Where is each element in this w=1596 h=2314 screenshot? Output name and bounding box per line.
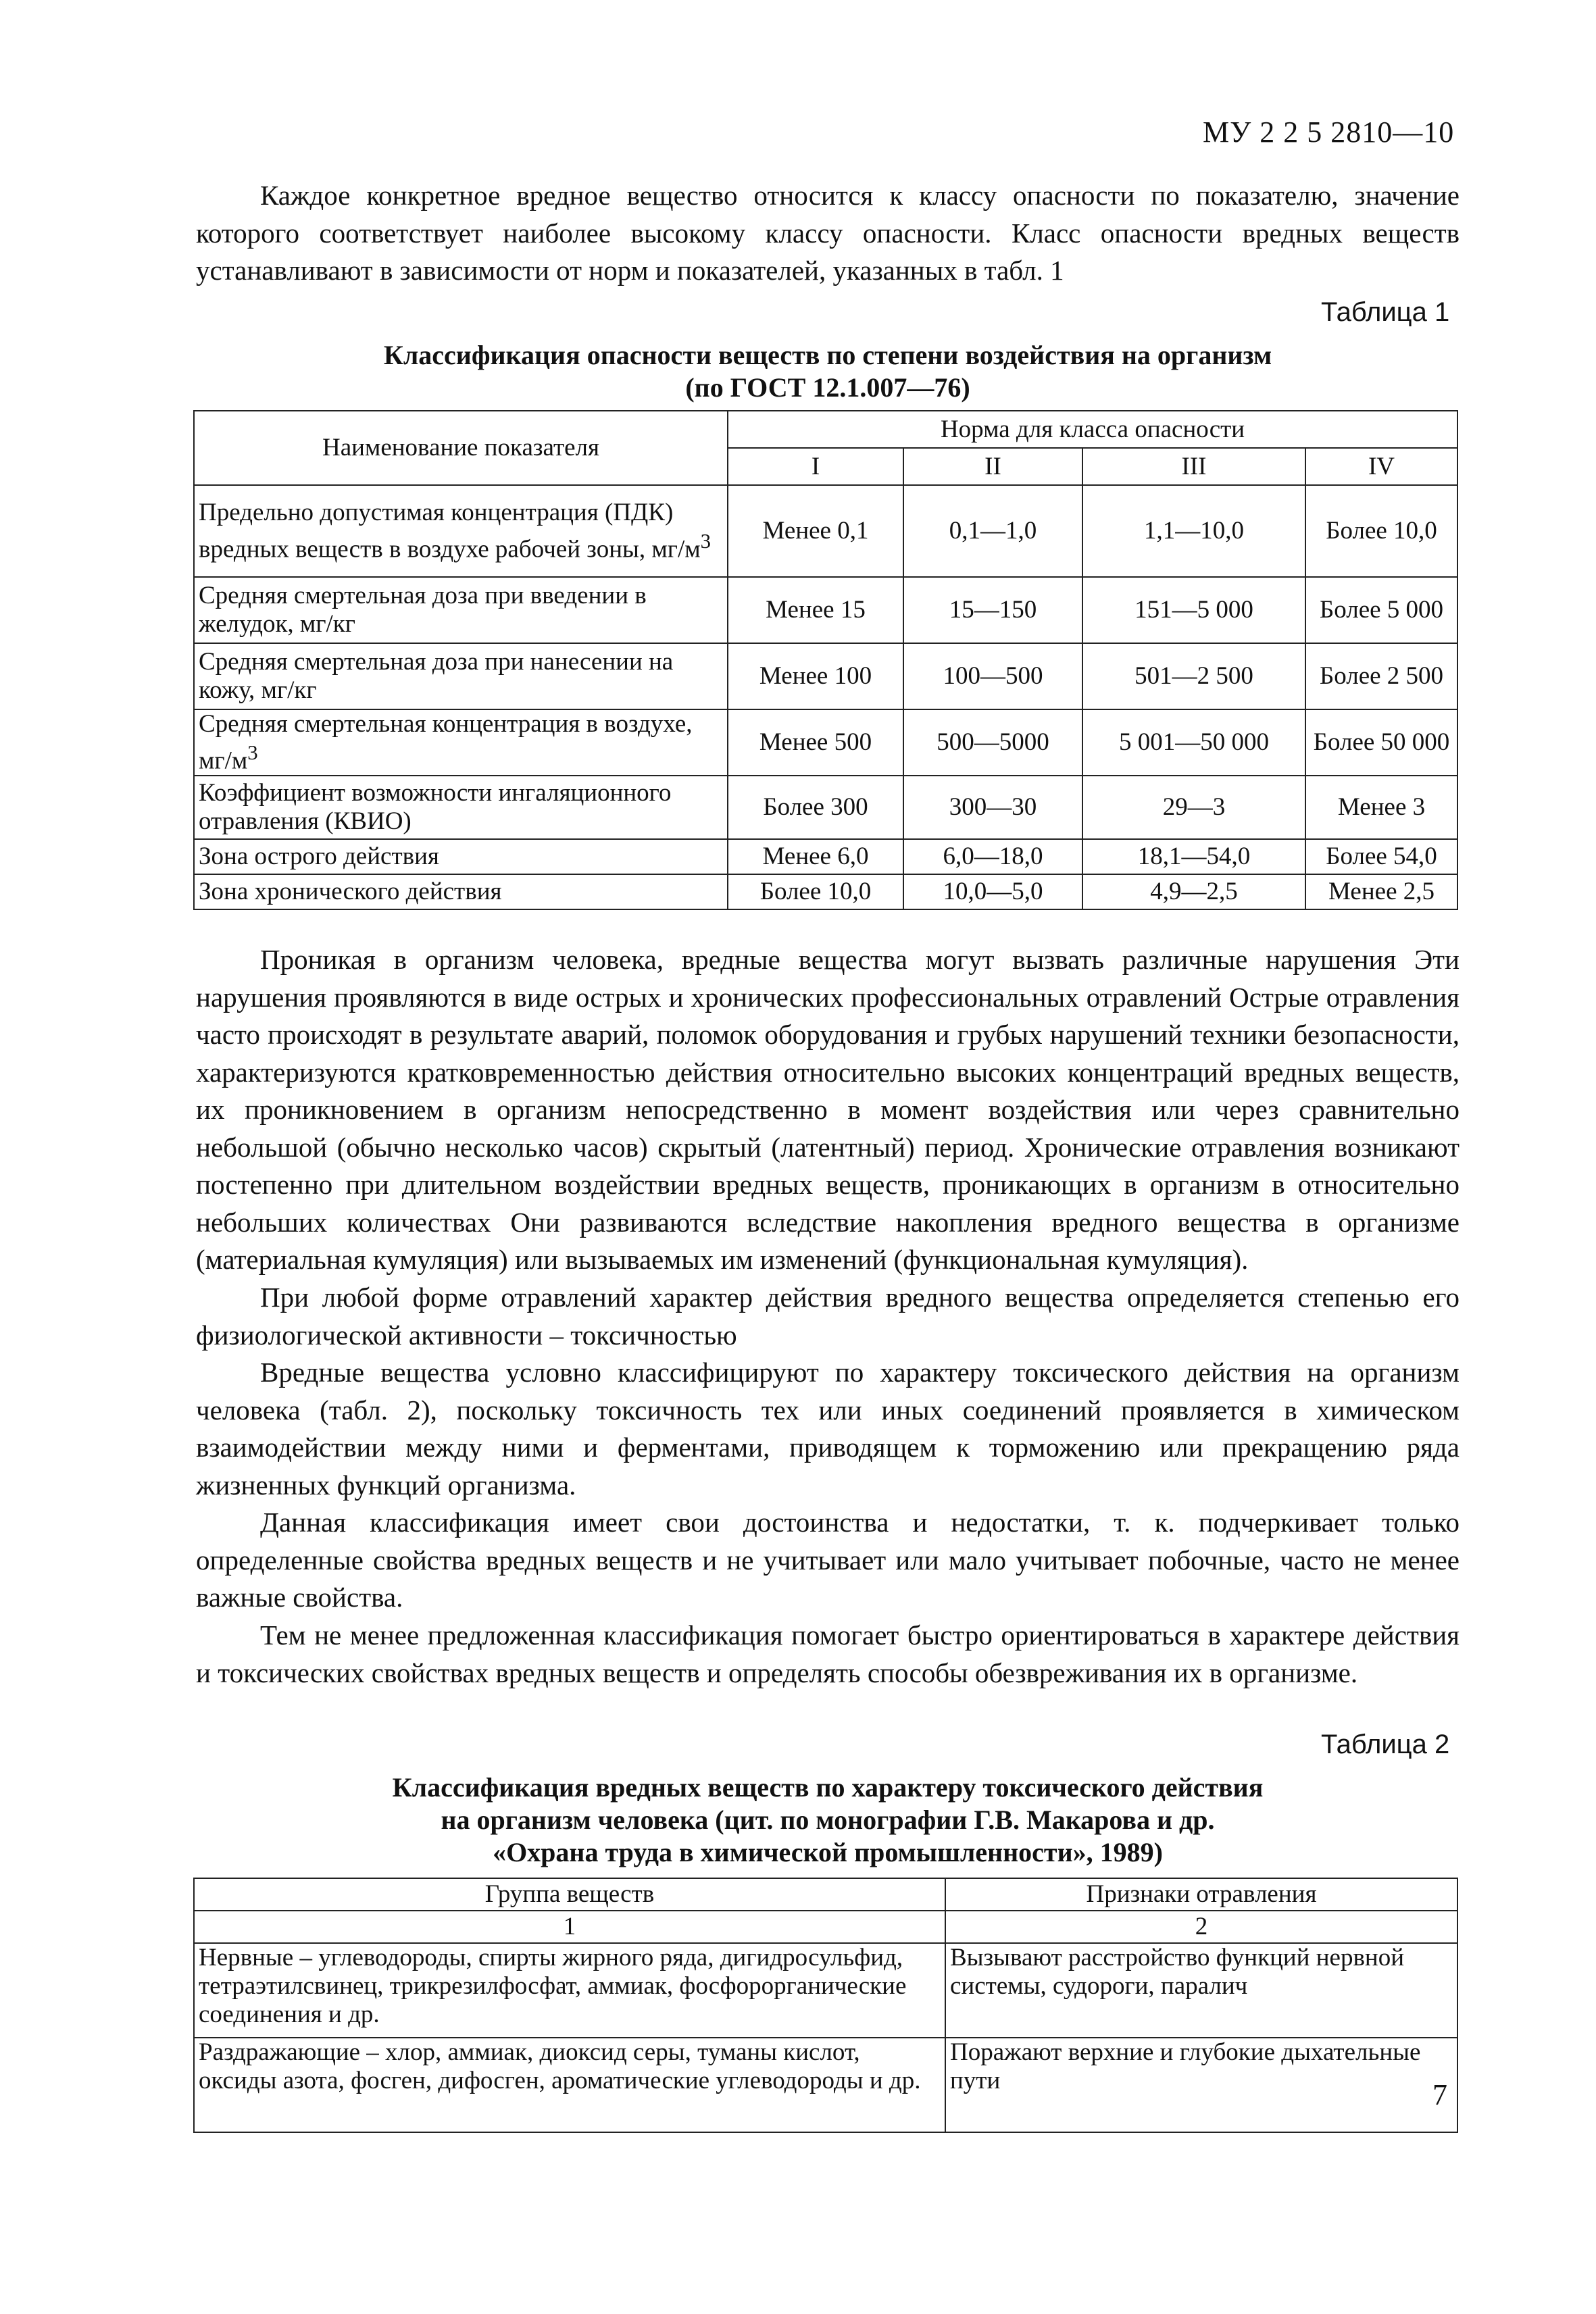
table1-class-header: III xyxy=(1082,448,1305,485)
value-cell: 5 001—50 000 xyxy=(1082,709,1305,776)
indicator-name: Средняя смертельная концентрация в воздухе, мг/м xyxy=(199,710,693,775)
table-row xyxy=(194,776,1457,839)
table1-class-header: IV xyxy=(1305,448,1457,485)
value-cell: Менее 15 xyxy=(728,577,903,643)
poisoning-signs: Поражают верхние и глубокие дыхательные пути xyxy=(945,2038,1457,2132)
table-row xyxy=(194,839,1457,874)
value-cell: Менее 0,1 xyxy=(728,485,903,577)
body-paragraph: Вредные вещества условно классифицируют по характеру токсического действия на организм человека (табл. 2), поскольку токсичность тех или иных соединений проявляется в химическом взаимодействии между ними и ферментами, приводящем к торможению или прекращению ряда жизненных функций организма. xyxy=(196,1357,1460,1501)
table-row xyxy=(194,577,1457,643)
value-cell: Более 50 000 xyxy=(1305,709,1457,776)
indicator-name: Средняя смертельная доза при введении в желудок, мг/кг xyxy=(194,577,728,643)
table1-label: Таблица 1 xyxy=(1321,297,1450,327)
value-cell: 501—2 500 xyxy=(1082,643,1305,709)
table-row xyxy=(194,643,1457,709)
indicator-name: Зона хронического действия xyxy=(194,874,728,909)
table1-header-norm: Норма для класса опасности xyxy=(728,411,1457,448)
document-code: МУ 2 2 5 2810—10 xyxy=(1203,116,1455,149)
table2-header-group: Группа веществ xyxy=(194,1878,945,1911)
value-cell: Более 10,0 xyxy=(1305,485,1457,577)
value-cell: 10,0—5,0 xyxy=(903,874,1082,909)
value-cell: 29—3 xyxy=(1082,776,1305,839)
body-paragraph: Проникая в организм человека, вредные вещества могут вызвать различные нарушения Эти нарушения проявляются в виде острых и хронических профессиональных отравлений Острые отравления часто происходят в результате аварий, поломок оборудования и грубых нарушений техники безопасности, характеризуются кратковременностью действия относительно высоких концентраций вредных веществ, их проникновением в организм непосредственно в момент воздействия или через сравнительно небольшой (обычно несколько часов) скрытый (латентный) период. Хронические отравления возникают постепенно при длительном воздействии вредных веществ, проникающих в организм в относительно небольших количествах Они развиваются вследствие накопления вредного вещества в организме (материальная кумуляция) или вызываемых им изменений (функциональная кумуляция). xyxy=(196,944,1460,1275)
unit-exponent: 3 xyxy=(700,529,712,553)
value-cell: Более 5 000 xyxy=(1305,577,1457,643)
value-cell: Менее 500 xyxy=(728,709,903,776)
value-cell: 300—30 xyxy=(903,776,1082,839)
value-cell: Менее 2,5 xyxy=(1305,874,1457,909)
table1 xyxy=(193,410,1458,910)
table-row xyxy=(194,2038,1457,2132)
table1-class-header: I xyxy=(728,448,903,485)
table2-title-line3: «Охрана труда в химической промышленности», 1989) xyxy=(493,1837,1163,1867)
table2 xyxy=(193,1878,1458,2133)
indicator-name: Коэффициент возможности ингаляционного отравления (КВИО) xyxy=(194,776,728,839)
value-cell: Менее 6,0 xyxy=(728,839,903,874)
table1-title-line2: (по ГОСТ 12.1.007—76) xyxy=(685,372,970,403)
table-row xyxy=(194,709,1457,776)
body-paragraph: При любой форме отравлений характер действия вредного вещества определяется степенью его физиологической активности – токсичностью xyxy=(196,1282,1460,1351)
poisoning-signs: Вызывают расстройство функций нервной системы, судороги, паралич xyxy=(945,1943,1457,2038)
table2-title-line2: на организм человека (цит. по монографии Г.В. Макарова и др. xyxy=(441,1805,1215,1835)
unit-exponent: 3 xyxy=(247,741,258,764)
value-cell: Более 2 500 xyxy=(1305,643,1457,709)
value-cell: Более 10,0 xyxy=(728,874,903,909)
table2-label: Таблица 2 xyxy=(1321,1730,1450,1759)
value-cell: Более 300 xyxy=(728,776,903,839)
value-cell: 1,1—10,0 xyxy=(1082,485,1305,577)
body-paragraph: Данная классификация имеет свои достоинства и недостатки, т. к. подчеркивает только определенные свойства вредных веществ и не учитывает или мало учитывает побочные, часто не менее важные свойства. xyxy=(196,1507,1460,1613)
substance-group: Нервные – углеводороды, спирты жирного ряда, дигидросульфид, тетраэтилсвинец, трикрезилфосфат, аммиак, фосфорорганические соединения и др. xyxy=(194,1943,945,2038)
value-cell: Более 54,0 xyxy=(1305,839,1457,874)
value-cell: Менее 3 xyxy=(1305,776,1457,839)
table-row xyxy=(194,485,1457,577)
value-cell: 18,1—54,0 xyxy=(1082,839,1305,874)
table-row xyxy=(194,1943,1457,2038)
table-row xyxy=(194,874,1457,909)
table2-header-signs: Признаки отравления xyxy=(945,1878,1457,1911)
table1-header-indicator: Наименование показателя xyxy=(194,411,728,485)
page-number: 7 xyxy=(1432,2078,1447,2111)
substance-group: Раздражающие – хлор, аммиак, диоксид серы, туманы кислот, оксиды азота, фосген, дифосген, ароматические углеводороды и др. xyxy=(194,2038,945,2132)
value-cell: 151—5 000 xyxy=(1082,577,1305,643)
table1-class-header: II xyxy=(903,448,1082,485)
value-cell: 15—150 xyxy=(903,577,1082,643)
table2-title-line1: Классификация вредных веществ по характеру токсического действия xyxy=(392,1772,1264,1803)
table2-column-number: 2 xyxy=(945,1911,1457,1943)
indicator-name: Зона острого действия xyxy=(194,839,728,874)
indicator-name: Средняя смертельная доза при нанесении на кожу, мг/кг xyxy=(194,643,728,709)
body-paragraph: Тем не менее предложенная классификация помогает быстро ориентироваться в характере действия и токсических свойствах вредных веществ и определять способы обезвреживания их в организме. xyxy=(196,1619,1460,1688)
table2-column-number: 1 xyxy=(194,1911,945,1943)
indicator-name: Предельно допустимая концентрация (ПДК) вредных веществ в воздухе рабочей зоны, мг/м xyxy=(199,498,701,563)
intro-paragraph: Каждое конкретное вредное вещество относится к классу опасности по показателю, значение которого соответствует наиболее высокому классу опасности. Класс опасности вредных веществ устанавливают в зависимости от норм и показателей, указанных в табл. 1 xyxy=(196,180,1460,286)
value-cell: 6,0—18,0 xyxy=(903,839,1082,874)
value-cell: 0,1—1,0 xyxy=(903,485,1082,577)
value-cell: 100—500 xyxy=(903,643,1082,709)
value-cell: 4,9—2,5 xyxy=(1082,874,1305,909)
value-cell: 500—5000 xyxy=(903,709,1082,776)
value-cell: Менее 100 xyxy=(728,643,903,709)
table1-title-line1: Классификация опасности веществ по степени воздействия на организм xyxy=(383,340,1272,370)
